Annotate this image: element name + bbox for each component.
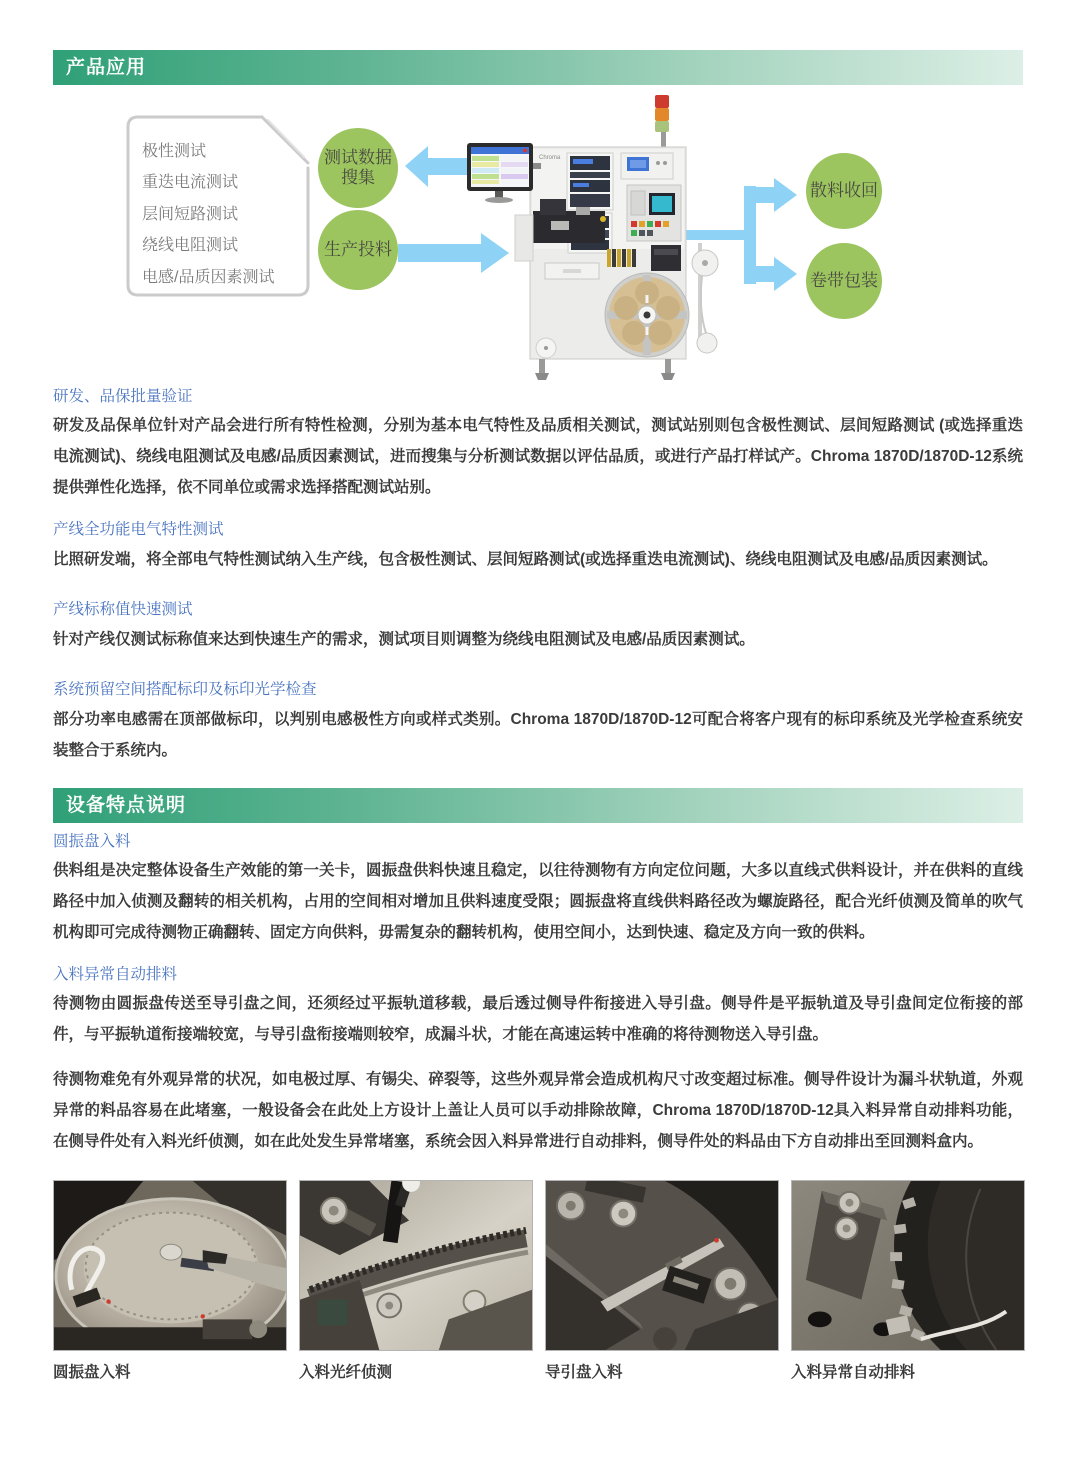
section-bar-product-applications [53,50,1023,85]
heading-rd-qa-validation: 研发、品保批量验证 [53,388,193,405]
photo-cell [299,1180,533,1382]
paragraph-full-function-test: 比照研发端，将全部电气特性测试纳入生产线，包含极性测试、层间短路测试(或选择重迭电流测试)、绕线电阻测试及电感/品质因素测试。 [53,551,998,568]
arrow-branch-up-icon [774,178,797,212]
photo-cell [791,1180,1025,1382]
paragraph-rd-qa-validation: 研发及品保单位针对产品会进行所有特性检测，分别为基本电气特性及品质相关测试，测试站别则包含极性测试、层间短路测试 (或选择重迭电流测试)、绕线电阻测试及电感/品质因素测试，进而搜集与分析测试数据以评估品质，或进行产品打样试产。Chroma 1870D/1870D-12系统提供弹性化选择，依不同单位或需求选择搭配测试站别。 [53,417,1023,496]
paragraph-bowl-feeder: 供料组是决定整体设备生产效能的第一关卡，圆振盘供料快速且稳定，以往待测物有方向定位问题，大多以直线式供料设计，并在供料的直线路径中加入侦测及翻转的相关机构，占用的空间相对增加且供料速度受限；圆振盘将直线供料路径改为螺旋路径，配合光纤侦测及简单的吹气机构即可完成待测物正确翻转、固定方向供料，毋需复杂的翻转机构，使用空间小，达到快速、稳定及方向一致的供料。 [53,862,1023,941]
heading-marking-aoi: 系统预留空间搭配标印及标印光学检查 [53,681,317,698]
machine-logo: Chroma [539,155,561,161]
flow-node-bulk-recovery: 散料收回 [806,153,882,229]
photo-caption: 入料光纤侦测 [299,1364,393,1381]
section-bar-title: 设备特点说明 [66,795,187,816]
feature-photo-strip [53,1180,1025,1382]
section-bar-title: 产品应用 [66,57,147,78]
photo-caption: 入料异常自动排料 [791,1364,916,1381]
photo-cell [545,1180,779,1382]
arrow-branch-down-icon [774,257,797,291]
list-item: 重迭电流测试 [142,174,239,192]
photo-fiber-detection [299,1180,533,1351]
photo-cell [53,1180,287,1382]
paragraph-auto-discharge-1: 待测物由圆振盘传送至导引盘之间，还须经过平振轨道移载，最后透过侧导件衔接进入导引盘。侧导件是平振轨道及导引盘间定位衔接的部件，与平振轨道衔接端较宽，与导引盘衔接端则较窄，成漏斗状，才能在高速运转中准确的将待测物送入导引盘。 [53,995,1023,1043]
heading-nominal-fast-test: 产线标称值快速测试 [53,601,193,618]
heading-full-function-test: 产线全功能电气特性测试 [53,521,224,538]
list-item: 层间短路测试 [142,205,239,223]
list-item: 极性测试 [142,143,207,160]
flow-node-production-input: 生产投料 [318,210,398,290]
paragraph-marking-aoi: 部分功率电感需在顶部做标印，以判别电感极性方向或样式类别。Chroma 1870D/1870D-12可配合将客户现有的标印系统及光学检查系统安装整合于系统内。 [53,711,1023,759]
photo-auto-discharge [791,1180,1025,1351]
photo-guide-disc [545,1180,779,1351]
tape-reel [605,273,689,357]
heading-bowl-feeder: 圆振盘入料 [53,833,131,850]
photo-caption: 导引盘入料 [545,1364,623,1381]
photo-caption: 圆振盘入料 [53,1364,131,1381]
paragraph-nominal-fast-test: 针对产线仅测试标称值来达到快速生产的需求，测试项目则调整为绕线电阻测试及电感/品质因素测试。 [53,631,755,648]
section-bar-equipment-features [53,788,1023,823]
test-handler-machine-photo [455,93,767,385]
test-type-list [142,136,274,293]
list-item: 绕线电阻测试 [142,237,239,255]
heading-auto-discharge: 入料异常自动排料 [53,966,178,983]
flow-node-test-data-collection: 测试数据 搜集 [318,128,398,208]
paragraph-auto-discharge-2: 待测物难免有外观异常的状况，如电极过厚、有锡尖、碎裂等，这些外观异常会造成机构尺寸改变超过标准。侧导件设计为漏斗状轨道，外观异常的料品容易在此堵塞，一般设备会在此处上方设计上盖让人员可以手动排除故障，Chroma 1870D/1870D-12具入料异常自动排料功能，在侧导件处有入料光纤侦测，如在此处发生异常堵塞，系统会因入料异常进行自动排料，侧导件处的料品由下方自动排出至回测料盒内。 [53,1071,1023,1150]
list-item: 电感/品质因素测试 [142,268,275,286]
photo-vibration-bowl [53,1180,287,1351]
flow-node-tape-packing: 卷带包装 [806,243,882,319]
